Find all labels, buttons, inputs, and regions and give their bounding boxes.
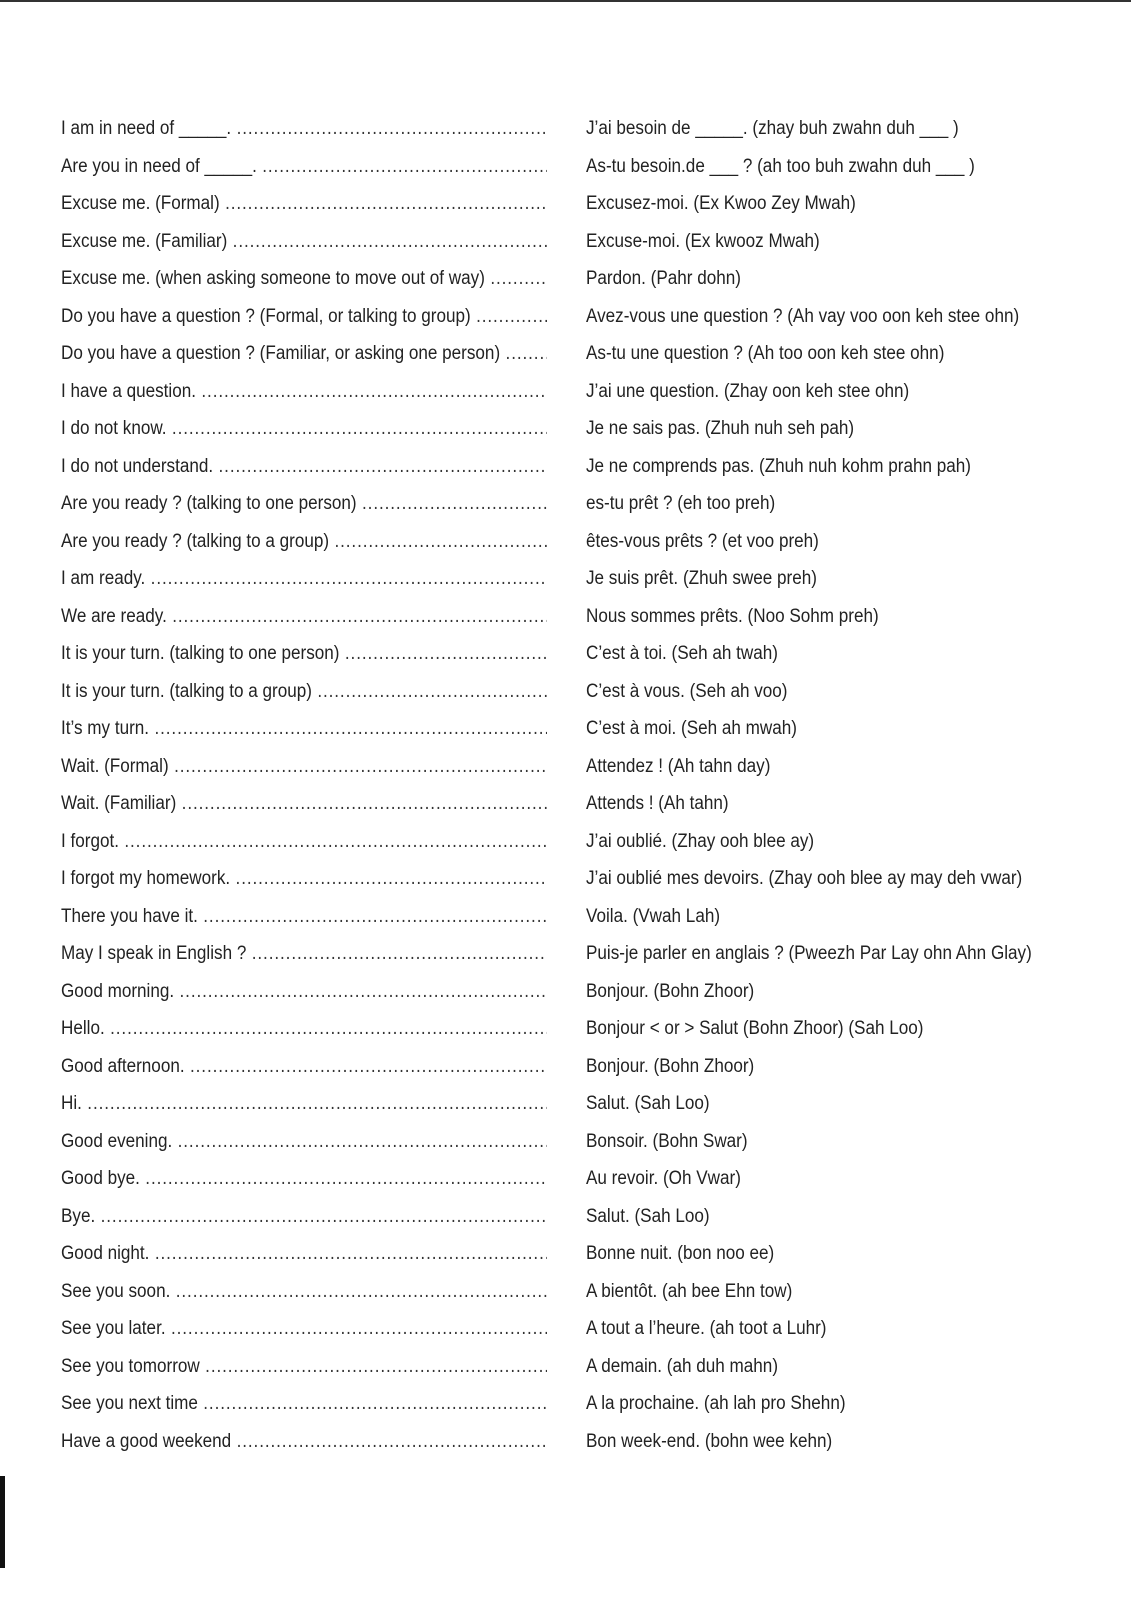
english-text: May I speak in English ? (61, 943, 247, 964)
dot-leader (236, 867, 547, 891)
english-phrase (61, 117, 547, 141)
french-translation: A tout a l’heure. (ah toot a Luhr) (586, 1318, 827, 1339)
english-text: See you tomorrow (61, 1355, 200, 1377)
phrase-row (0, 792, 1131, 830)
phrase-row (0, 155, 1131, 193)
phrase-row (0, 267, 1131, 305)
french-translation: Attends ! (Ah tahn) (586, 793, 729, 814)
english-text: Are you ready ? (talking to one person) (61, 493, 357, 514)
scan-margin-mark (0, 1476, 5, 1568)
dot-leader (476, 305, 547, 329)
phrase-row (0, 305, 1131, 343)
dot-leader (262, 155, 547, 179)
english-text: Are you ready ? (talking to a group) (61, 530, 330, 552)
english-text: It is your turn. (talking to one person) (61, 643, 340, 664)
english-text: Good evening. (61, 1130, 173, 1152)
english-text: Have a good weekend (61, 1430, 232, 1452)
english-phrase (61, 792, 547, 816)
dot-leader (362, 492, 547, 516)
english-text: I forgot. (61, 830, 119, 852)
english-phrase (61, 1205, 547, 1229)
english-phrase (61, 717, 547, 741)
french-translation: Bonjour < or > Salut (Bohn Zhoor) (Sah Loo) (586, 1018, 924, 1039)
english-phrase (61, 1317, 547, 1341)
english-phrase (61, 492, 547, 516)
phrase-row (0, 605, 1131, 643)
dot-leader (203, 1392, 547, 1416)
french-translation: Salut. (Sah Loo) (586, 1093, 710, 1114)
phrase-row (0, 1205, 1131, 1243)
french-translation: Bonjour. (Bohn Zhoor) (586, 980, 755, 1002)
dot-leader (124, 830, 547, 854)
phrase-row (0, 680, 1131, 718)
english-text: We are ready. (61, 605, 167, 627)
english-phrase (61, 530, 547, 554)
dot-leader (172, 605, 547, 629)
english-text: Excuse me. (Familiar) (61, 230, 228, 252)
english-text: Good morning. (61, 980, 175, 1002)
dot-leader (145, 1167, 547, 1191)
french-translation: Je ne sais pas. (Zhuh nuh seh pah) (586, 418, 855, 439)
french-translation: As-tu besoin.de ___ ? (ah too buh zwahn duh ___ ) (586, 155, 975, 177)
french-translation: J’ai oublié. (Zhay ooh blee ay) (586, 830, 815, 852)
phrase-row (0, 530, 1131, 568)
english-phrase (61, 305, 547, 329)
dot-leader (225, 192, 547, 216)
phrase-row (0, 980, 1131, 1018)
english-phrase (61, 417, 547, 441)
phrase-row (0, 492, 1131, 530)
phrase-row (0, 417, 1131, 455)
french-translation: Avez-vous une question ? (Ah vay voo oon keh stee ohn) (586, 305, 1020, 327)
dot-leader (237, 1430, 547, 1454)
french-translation: Je suis prêt. (Zhuh swee preh) (586, 568, 817, 589)
french-translation: Bonjour. (Bohn Zhoor) (586, 1055, 755, 1077)
phrase-row (0, 1355, 1131, 1393)
phrase-row (0, 117, 1131, 155)
phrase-row (0, 1092, 1131, 1130)
french-translation: J’ai une question. (Zhay oon keh stee ohn) (586, 380, 910, 402)
phrase-row (0, 642, 1131, 680)
phrase-row (0, 755, 1131, 793)
english-text: I do not understand. (61, 455, 214, 477)
french-translation: êtes-vous prêts ? (et voo preh) (586, 530, 819, 552)
phrase-row (0, 455, 1131, 493)
french-translation: Je ne comprends pas. (Zhuh nuh kohm prahn pah) (586, 455, 971, 477)
dot-leader (110, 1017, 547, 1041)
english-phrase (61, 1430, 547, 1454)
french-translation: J’ai oublié mes devoirs. (Zhay ooh blee ay may deh vwar) (586, 868, 1023, 889)
french-translation: Salut. (Sah Loo) (586, 1205, 710, 1227)
phrase-row (0, 1017, 1131, 1055)
dot-leader (334, 530, 547, 554)
english-phrase (61, 567, 547, 591)
english-phrase (61, 1092, 547, 1116)
english-phrase (61, 1017, 547, 1041)
english-text: There you have it. (61, 905, 198, 927)
english-text: It’s my turn. (61, 718, 150, 739)
french-translation: Attendez ! (Ah tahn day) (586, 755, 771, 777)
dot-leader (233, 230, 547, 254)
french-translation: Au revoir. (Oh Vwar) (586, 1168, 741, 1189)
french-translation: J’ai besoin de _____. (zhay buh zwahn duh ___ ) (586, 118, 959, 139)
dot-leader (176, 1280, 547, 1304)
dot-leader (171, 1317, 547, 1341)
phrase-row (0, 1280, 1131, 1318)
english-phrase (61, 1280, 547, 1304)
french-translation: Bon week-end. (bohn wee kehn) (586, 1430, 833, 1452)
phrase-row (0, 717, 1131, 755)
english-phrase (61, 155, 547, 179)
english-phrase (61, 267, 547, 291)
english-text: I forgot my homework. (61, 868, 231, 889)
dot-leader (201, 380, 547, 404)
english-text: Wait. (Formal) (61, 755, 169, 777)
english-text: Are you in need of _____. (61, 155, 257, 177)
phrase-row (0, 1167, 1131, 1205)
english-text: Do you have a question ? (Formal, or talking to group) (61, 305, 471, 327)
dot-leader (155, 1242, 547, 1266)
french-translation: Bonne nuit. (bon noo ee) (586, 1243, 775, 1264)
phrase-row (0, 342, 1131, 380)
phrase-row (0, 905, 1131, 943)
french-translation: A bientôt. (ah bee Ehn tow) (586, 1280, 793, 1302)
english-text: Good night. (61, 1243, 150, 1264)
french-translation: Puis-je parler en anglais ? (Pweezh Par Lay ohn Ahn Glay) (586, 943, 1032, 964)
english-text: See you next time (61, 1393, 198, 1414)
dot-leader (203, 905, 547, 929)
phrase-row (0, 192, 1131, 230)
english-text: I have a question. (61, 380, 196, 402)
dot-leader (190, 1055, 547, 1079)
english-phrase (61, 942, 547, 966)
english-text: See you later. (61, 1318, 166, 1339)
english-phrase (61, 455, 547, 479)
phrase-row (0, 1130, 1131, 1168)
english-phrase (61, 830, 547, 854)
english-text: I do not know. (61, 418, 167, 439)
phrase-list (0, 117, 1131, 1467)
dot-leader (490, 267, 547, 291)
english-phrase (61, 755, 547, 779)
english-phrase (61, 1167, 547, 1191)
phrase-row (0, 867, 1131, 905)
english-text: Good bye. (61, 1168, 140, 1189)
dot-leader (237, 117, 547, 141)
english-text: Bye. (61, 1205, 96, 1227)
phrase-row (0, 1055, 1131, 1093)
english-text: I am ready. (61, 568, 146, 589)
english-phrase (61, 980, 547, 1004)
phrase-row (0, 567, 1131, 605)
english-phrase (61, 1055, 547, 1079)
dot-leader (317, 680, 547, 704)
english-phrase (61, 1242, 547, 1266)
english-text: I am in need of _____. (61, 118, 232, 139)
phrase-row (0, 1317, 1131, 1355)
english-text: Wait. (Familiar) (61, 793, 177, 814)
dot-leader (172, 417, 547, 441)
french-translation: Pardon. (Pahr dohn) (586, 268, 741, 289)
english-phrase (61, 642, 547, 666)
dot-leader (506, 342, 547, 366)
english-text: See you soon. (61, 1280, 171, 1302)
dot-leader (252, 942, 547, 966)
english-phrase (61, 1392, 547, 1416)
dot-leader (219, 455, 547, 479)
french-translation: As-tu une question ? (Ah too oon keh stee ohn) (586, 343, 945, 364)
french-translation: Bonsoir. (Bohn Swar) (586, 1130, 748, 1152)
english-phrase (61, 680, 547, 704)
english-phrase (61, 1130, 547, 1154)
phrase-row (0, 830, 1131, 868)
french-translation: es-tu prêt ? (eh too preh) (586, 493, 776, 514)
english-text: Do you have a question ? (Familiar, or asking one person) (61, 343, 501, 364)
french-translation: C’est à vous. (Seh ah voo) (586, 680, 788, 702)
dot-leader (178, 1130, 547, 1154)
english-phrase (61, 605, 547, 629)
scan-top-edge (0, 0, 1131, 2)
english-phrase (61, 380, 547, 404)
english-phrase (61, 192, 547, 216)
dot-leader (205, 1355, 547, 1379)
dot-leader (101, 1205, 547, 1229)
dot-leader (345, 642, 547, 666)
english-phrase (61, 342, 547, 366)
english-text: Excuse me. (when asking someone to move out of way) (61, 268, 485, 289)
french-translation: Voila. (Vwah Lah) (586, 905, 721, 927)
phrase-row (0, 1392, 1131, 1430)
french-translation: Excusez-moi. (Ex Kwoo Zey Mwah) (586, 193, 856, 214)
phrase-row (0, 942, 1131, 980)
english-text: It is your turn. (talking to a group) (61, 680, 312, 702)
french-translation: C’est à moi. (Seh ah mwah) (586, 718, 797, 739)
dot-leader (87, 1092, 547, 1116)
english-text: Hello. (61, 1018, 105, 1039)
english-phrase (61, 867, 547, 891)
english-text: Hi. (61, 1093, 82, 1114)
english-text: Excuse me. (Formal) (61, 193, 220, 214)
french-translation: C’est à toi. (Seh ah twah) (586, 643, 778, 664)
english-phrase (61, 1355, 547, 1379)
english-text: Good afternoon. (61, 1055, 185, 1077)
dot-leader (180, 980, 547, 1004)
dot-leader (182, 792, 547, 816)
french-translation: A demain. (ah duh mahn) (586, 1355, 779, 1377)
phrase-row (0, 1242, 1131, 1280)
phrase-row (0, 1430, 1131, 1468)
dot-leader (154, 717, 547, 741)
dot-leader (174, 755, 547, 779)
phrase-row (0, 380, 1131, 418)
french-translation: Nous sommes prêts. (Noo Sohm preh) (586, 605, 879, 627)
french-translation: Excuse-moi. (Ex kwooz Mwah) (586, 230, 820, 252)
french-translation: A la prochaine. (ah lah pro Shehn) (586, 1393, 846, 1414)
dot-leader (151, 567, 547, 591)
english-phrase (61, 905, 547, 929)
english-phrase (61, 230, 547, 254)
phrase-row (0, 230, 1131, 268)
